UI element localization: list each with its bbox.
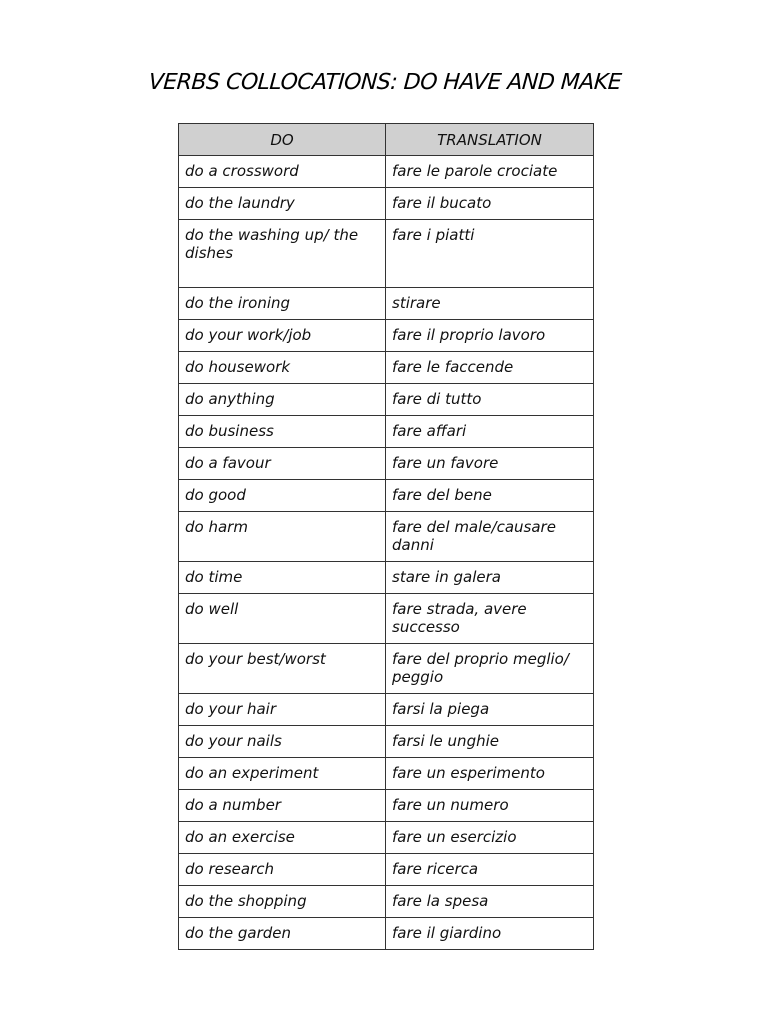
table-header-row [179,124,594,156]
translation-cell: fare il proprio lavoro [386,320,594,352]
table-row [179,188,594,220]
collocation-cell: do good [179,480,386,512]
translation-cell: fare la spesa [386,886,594,918]
column-header-translation: TRANSLATION [386,124,594,156]
collocation-cell: do harm [179,512,386,562]
collocation-cell: do a crossword [179,156,386,188]
translation-cell: fare affari [386,416,594,448]
collocation-cell: do business [179,416,386,448]
translation-cell: stirare [386,288,594,320]
table-row [179,384,594,416]
translation-cell: fare un numero [386,790,594,822]
table-row [179,220,594,288]
translation-cell: fare strada, avere successo [386,594,594,644]
translation-cell: farsi le unghie [386,726,594,758]
table-row [179,448,594,480]
translation-cell: farsi la piega [386,694,594,726]
collocation-cell: do your hair [179,694,386,726]
table-row [179,758,594,790]
collocation-cell: do the washing up/ the dishes [179,220,386,288]
translation-cell: fare le faccende [386,352,594,384]
collocation-cell: do well [179,594,386,644]
translation-cell: fare un esercizio [386,822,594,854]
collocation-cell: do your work/job [179,320,386,352]
table-row [179,562,594,594]
collocation-cell: do the laundry [179,188,386,220]
translation-cell: fare le parole crociate [386,156,594,188]
table-row [179,320,594,352]
table-row [179,886,594,918]
collocation-cell: do anything [179,384,386,416]
translation-cell: fare un esperimento [386,758,594,790]
table-row [179,156,594,188]
table-row [179,790,594,822]
collocation-cell: do an experiment [179,758,386,790]
table-row [179,594,594,644]
table-row [179,918,594,950]
table-row [179,854,594,886]
translation-cell: fare i piatti [386,220,594,288]
table-row [179,822,594,854]
table-row [179,694,594,726]
translation-cell: fare il giardino [386,918,594,950]
page-title: VERBS COLLOCATIONS: DO HAVE AND MAKE [147,70,623,95]
translation-cell: fare ricerca [386,854,594,886]
collocation-cell: do your best/worst [179,644,386,694]
table-row [179,726,594,758]
translation-cell: stare in galera [386,562,594,594]
collocation-cell: do the garden [179,918,386,950]
column-header-do: DO [179,124,386,156]
translation-cell: fare del male/causare danni [386,512,594,562]
collocation-cell: do research [179,854,386,886]
translation-cell: fare un favore [386,448,594,480]
table-row [179,480,594,512]
table-row [179,352,594,384]
translation-cell: fare del proprio meglio/ peggio [386,644,594,694]
table-row [179,416,594,448]
translation-cell: fare di tutto [386,384,594,416]
collocation-cell: do a number [179,790,386,822]
collocation-cell: do the shopping [179,886,386,918]
collocation-cell: do the ironing [179,288,386,320]
collocation-cell: do an exercise [179,822,386,854]
collocation-cell: do housework [179,352,386,384]
table-row [179,512,594,562]
collocation-cell: do time [179,562,386,594]
table-row [179,288,594,320]
translation-cell: fare il bucato [386,188,594,220]
collocation-cell: do your nails [179,726,386,758]
table-row [179,644,594,694]
collocations-table [178,123,594,950]
collocation-cell: do a favour [179,448,386,480]
translation-cell: fare del bene [386,480,594,512]
